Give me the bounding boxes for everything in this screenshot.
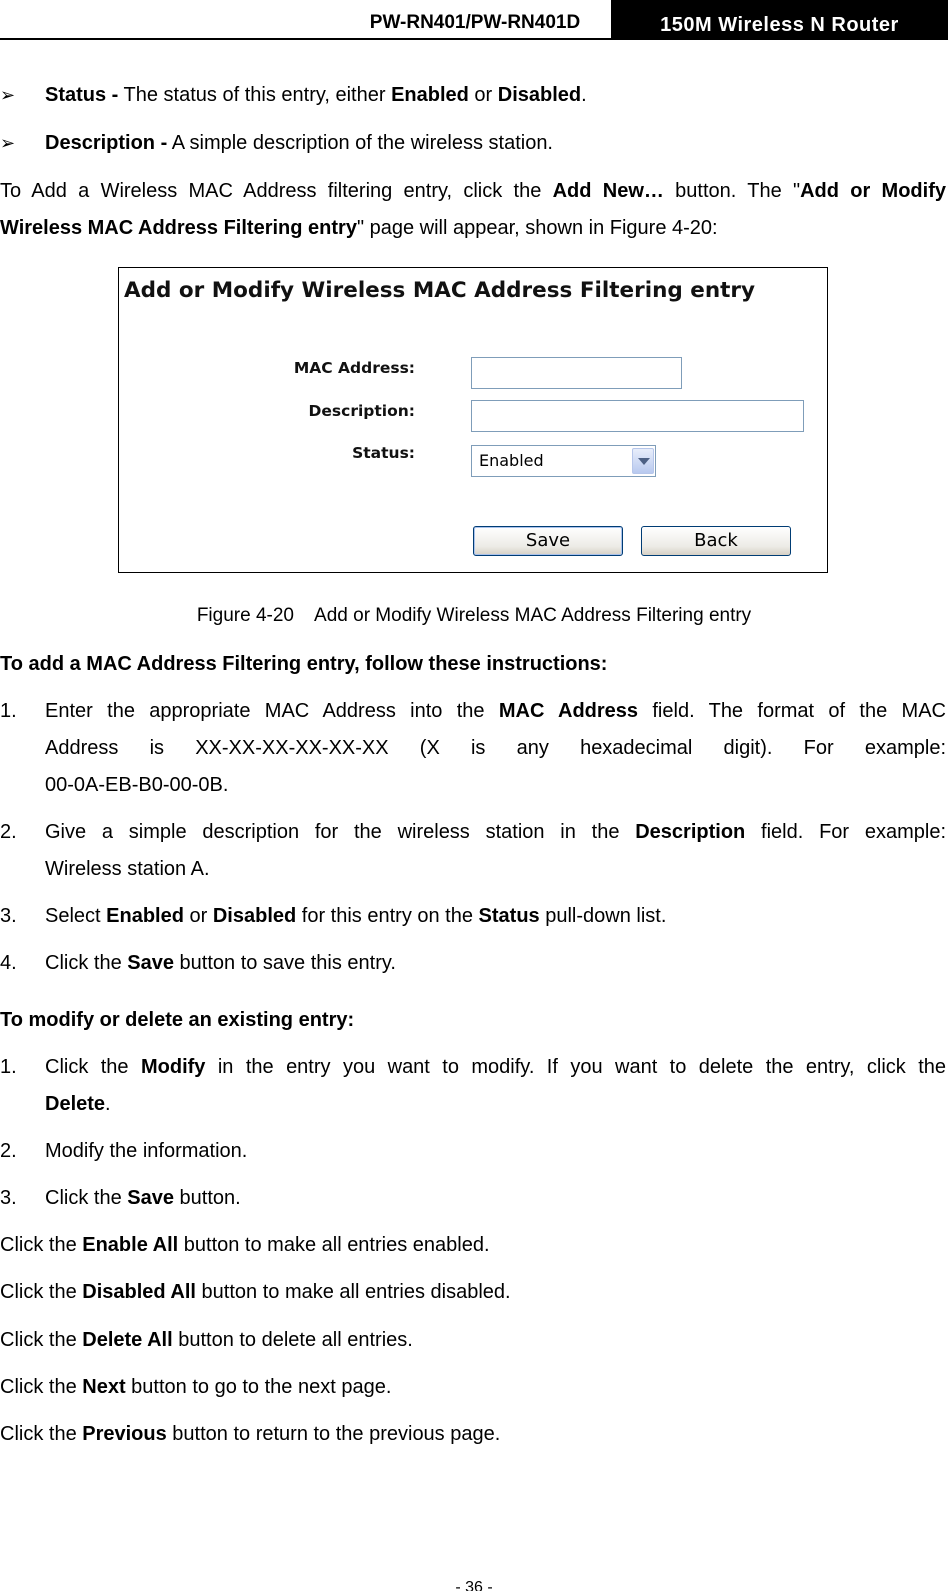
back-button[interactable]: Back xyxy=(641,526,791,556)
modify-section-heading: To modify or delete an existing entry: xyxy=(0,1009,355,1031)
status-select[interactable] xyxy=(471,445,656,477)
click-enable-all: Click the Enable All button to make all entries enabled. xyxy=(0,1234,490,1256)
modify-step-1-line-1: Click the Modify in the entry you want to modify. If you want to delete the entry, click the xyxy=(45,1056,946,1078)
page-header xyxy=(0,0,948,42)
status-label: Status: xyxy=(352,444,415,462)
mac-address-label: MAC Address: xyxy=(293,359,415,377)
add-step-2-line-2: Wireless station A. xyxy=(45,858,210,880)
product-name: 150M Wireless N Router xyxy=(611,0,948,40)
figure-caption: Figure 4-20 Add or Modify Wireless MAC Address Filtering entry xyxy=(196,605,752,626)
page-number: - 36 - xyxy=(455,1579,493,1591)
intro-line-1: To Add a Wireless MAC Address filtering entry, click the Add New… button. The "Add or Modify xyxy=(0,180,946,202)
model-name: PW-RN401/PW-RN401D xyxy=(369,12,581,33)
arrow-bullet-icon: ➢ xyxy=(0,133,16,153)
figure-title: Add or Modify Wireless MAC Address Filtering entry xyxy=(124,278,756,303)
modify-step-1-line-2: Delete. xyxy=(45,1093,111,1115)
add-step-1-line-3: 00-0A-EB-B0-00-0B. xyxy=(45,774,229,796)
status-select-value: Enabled xyxy=(479,451,544,470)
description-label: Description: xyxy=(308,402,415,420)
add-step-2-line-1: Give a simple description for the wireless station in the Description field. For example: xyxy=(45,821,947,843)
click-disabled-all: Click the Disabled All button to make all entries disabled. xyxy=(0,1281,511,1303)
add-section-heading: To add a MAC Address Filtering entry, follow these instructions: xyxy=(0,653,608,675)
arrow-bullet-icon: ➢ xyxy=(0,85,16,105)
chevron-down-icon[interactable] xyxy=(632,448,654,474)
click-previous: Click the Previous button to return to the previous page. xyxy=(0,1423,501,1445)
header-rule xyxy=(0,38,611,40)
click-next: Click the Next button to go to the next page. xyxy=(0,1376,392,1398)
save-button[interactable]: Save xyxy=(473,526,623,556)
click-delete-all: Click the Delete All button to delete all entries. xyxy=(0,1329,413,1351)
add-step-1-line-2: Address is XX-XX-XX-XX-XX-XX (X is any hexadecimal digit). For example: xyxy=(45,737,946,759)
intro-line-2: Wireless MAC Address Filtering entry" page will appear, shown in Figure 4-20: xyxy=(0,217,718,239)
figure-screenshot xyxy=(118,267,828,573)
mac-address-input[interactable] xyxy=(471,357,682,389)
description-input[interactable] xyxy=(471,400,804,432)
add-step-1-line-1: Enter the appropriate MAC Address into the MAC Address field. The format of the MAC xyxy=(45,700,946,722)
